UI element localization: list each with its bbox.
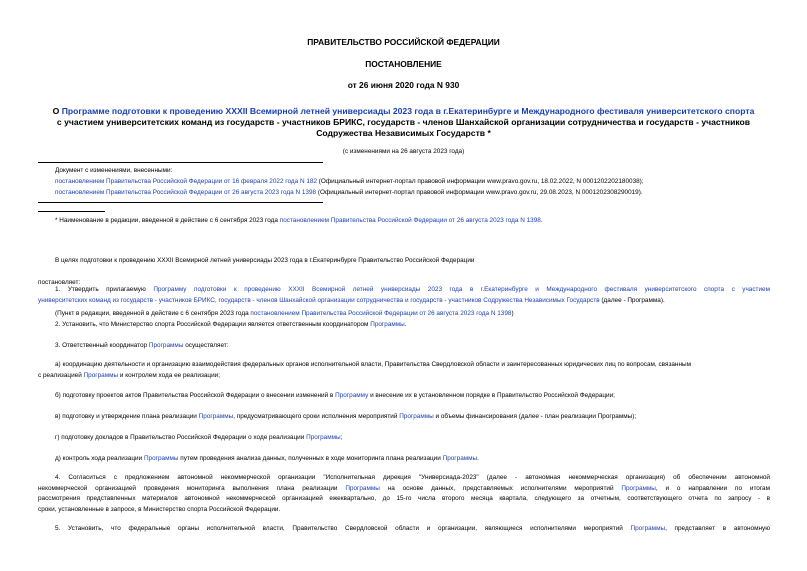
item-3e-text: д) контроль хода реализации bbox=[55, 455, 144, 462]
document-type-heading: ПОСТАНОВЛЕНИЕ bbox=[365, 59, 442, 69]
item-3b-program-link[interactable]: Программу bbox=[335, 392, 369, 399]
amendment-item bbox=[55, 178, 644, 185]
item-4 bbox=[38, 473, 770, 515]
item-2 bbox=[55, 321, 407, 328]
item-3c-mid: , предусматривающего сроки исполнения мероприятий bbox=[233, 413, 400, 420]
item-5-text: 5. Установить, что федеральные органы исполнительной власти, Правительство Свердловской области и организации, являющиеся исполнителями мероприятий bbox=[55, 525, 631, 532]
item-1-note-link[interactable]: постановлением Правительства Российской Федерации от 26 августа 2023 года N 1398 bbox=[250, 310, 512, 317]
item-3c bbox=[55, 413, 636, 420]
amendments-intro: Документ с изменениями, внесенными: bbox=[55, 167, 173, 174]
item-4-line-4: сроки, установленные в запросе, в Министерство спорта Российской Федерации. bbox=[38, 505, 281, 513]
item-1-note-end: ) bbox=[511, 310, 514, 317]
item-2-end: . bbox=[404, 321, 407, 328]
item-3c-program-link-2[interactable]: Программы bbox=[399, 413, 434, 420]
amendments-bottom-rule bbox=[38, 202, 323, 203]
item-4-cont: , и о направлении по итогам bbox=[655, 484, 770, 492]
item-3-end: осуществляет: bbox=[183, 342, 229, 349]
preamble: В целях подготовки к проведению XXXII Всемирной летней универсиады 2023 года в г.Екатеринбурге Правительство Российской Федерации bbox=[55, 257, 475, 264]
revision-note: (с изменениями на 26 августа 2023 года) bbox=[342, 148, 465, 155]
amendment-source-2: (Официальный интернет-портал правовой информации www.pravo.gov.ru, 29.08.2023, N 0001202308290019). bbox=[316, 189, 643, 196]
item-2-text: 2. Установить, что Министерство спорта Российской Федерации является ответственным координатором bbox=[55, 321, 371, 328]
item-2-program-link[interactable]: Программы bbox=[370, 321, 405, 328]
item-3e-end: . bbox=[477, 455, 479, 462]
item-3-text: 3. Ответственный координатор bbox=[55, 342, 149, 349]
item-3d-text: г) подготовку докладов в Правительство Российской Федерации о ходе реализации bbox=[55, 434, 307, 441]
item-3a-end: и контролем хода ее реализации; bbox=[118, 371, 220, 379]
government-heading: ПРАВИТЕЛЬСТВО РОССИЙСКОЙ ФЕДЕРАЦИИ bbox=[307, 37, 500, 47]
item-3a-line-1: а) координацию деятельности и организацию взаимодействия федеральных органов исполнительной власти, Правительства Свердловской области и заинтересованных юридических лиц по вопросам, связанным bbox=[55, 361, 691, 368]
item-1-program-link-cont[interactable]: университетских команд из государств - участников БРИКС, государств - членов Шанхайской организации сотрудничества и государств - участников Содружества Независимых Государств bbox=[38, 296, 600, 304]
item-1-text: 1. Утвердить прилагаемую bbox=[55, 286, 154, 293]
title-line-3: Содружества Независимых Государств * bbox=[316, 128, 491, 138]
amendment-link-1[interactable]: постановлением Правительства Российской Федерации от 16 февраля 2022 года N 182 bbox=[55, 178, 318, 185]
title-prefix: О bbox=[52, 106, 62, 116]
amendment-item bbox=[55, 189, 643, 196]
document-title bbox=[30, 106, 777, 139]
item-3b bbox=[55, 392, 615, 399]
item-4-line-1: 4. Согласиться с предложением автономной некоммерческой организации "Исполнительная дирекция "Универсиада-2023" (далее - автономная некоммерческая организация) об обеспечении автономной bbox=[55, 474, 770, 481]
item-5-end: , представляет в автономную bbox=[665, 525, 770, 532]
item-3e-program-link-2[interactable]: Программы bbox=[442, 455, 478, 462]
item-3a bbox=[38, 360, 770, 381]
decrees-word: постановляет: bbox=[38, 279, 81, 286]
item-4-program-link-2[interactable]: Программы bbox=[621, 484, 656, 492]
item-3d-end: ; bbox=[340, 434, 343, 441]
item-3e-program-link[interactable]: Программы bbox=[143, 455, 179, 462]
item-4-line-3: рассмотрения представленных материалов автономной некоммерческой организацией ежеквартально, до 15-го числа второго месяца квартала, следующего за отчетным, соответствующего отчета по запросу - в bbox=[38, 495, 770, 502]
item-1-program-link[interactable]: Программу подготовки к проведению XXXII Всемирной летней универсиады 2023 года в г.Екатеринбурге и Международного фестиваля университетского спорта с участием bbox=[153, 286, 770, 293]
amendment-source-1: (Официальный интернет-портал правовой информации www.pravo.gov.ru, 18.02.2022, N 0001202202180038); bbox=[317, 178, 644, 185]
item-3a-program-link[interactable]: Программы bbox=[83, 371, 119, 379]
item-3c-end: и объемы финансирования (далее - план реализации Программы); bbox=[433, 413, 637, 420]
item-3-program-link[interactable]: Программы bbox=[148, 342, 184, 349]
footnote-text: * Наименование в редакции, введенной в действие с 6 сентября 2023 года bbox=[55, 217, 280, 224]
footnote-link[interactable]: постановлением Правительства Российской Федерации от 26 августа 2023 года N 1398 bbox=[279, 217, 541, 224]
item-4-mid: на основе данных, представляемых исполнителями мероприятий bbox=[379, 484, 622, 492]
item-3c-text: в) подготовку и утверждение плана реализации bbox=[55, 413, 199, 420]
title-program-link[interactable]: Программе подготовки к проведению XXXII Всемирной летней универсиады 2023 года в г.Екатеринбурге и Международного фестиваля университетского спорта bbox=[61, 106, 755, 116]
item-1 bbox=[38, 285, 770, 306]
document-date-number: от 26 июня 2020 года N 930 bbox=[347, 80, 460, 90]
item-3b-text: б) подготовку проектов актов Правительства Российской Федерации о внесении изменений в bbox=[55, 392, 336, 399]
item-4-text: некоммерческой организацией проведения мониторинга выполнения плана реализации bbox=[38, 484, 346, 492]
item-3a-text: с реализацией bbox=[38, 371, 84, 379]
item-3e-mid: путем проведения анализа данных, полученных в ходе мониторинга плана реализации bbox=[178, 455, 443, 462]
item-3d bbox=[55, 434, 342, 441]
amendment-link-2[interactable]: постановлением Правительства Российской Федерации от 26 августа 2023 года N 1398 bbox=[55, 189, 317, 196]
amendments-top-rule bbox=[38, 162, 323, 163]
title-line-2: с участием университетских команд из государств - участников БРИКС, государств - членов Шанхайской организации сотрудничества и государств - участников bbox=[56, 117, 751, 127]
item-1-revision-note bbox=[55, 310, 514, 317]
item-3 bbox=[55, 342, 229, 349]
item-3d-program-link[interactable]: Программы bbox=[306, 434, 341, 441]
footnote-end: . bbox=[540, 217, 543, 224]
title-footnote bbox=[55, 217, 543, 224]
item-5 bbox=[38, 524, 770, 535]
item-1-end: (далее - Программа). bbox=[599, 296, 665, 304]
item-3e bbox=[55, 455, 479, 462]
item-5-program-link[interactable]: Программы bbox=[630, 525, 666, 532]
item-3c-program-link[interactable]: Программы bbox=[198, 413, 234, 420]
footnote-rule bbox=[38, 211, 105, 212]
item-3b-end: и внесение их в установленном порядке в Правительство Российской Федерации; bbox=[368, 392, 615, 399]
item-4-program-link[interactable]: Программы bbox=[345, 484, 380, 492]
item-1-note-text: (Пункт в редакции, введенной в действие с 6 сентября 2023 года bbox=[55, 310, 251, 317]
